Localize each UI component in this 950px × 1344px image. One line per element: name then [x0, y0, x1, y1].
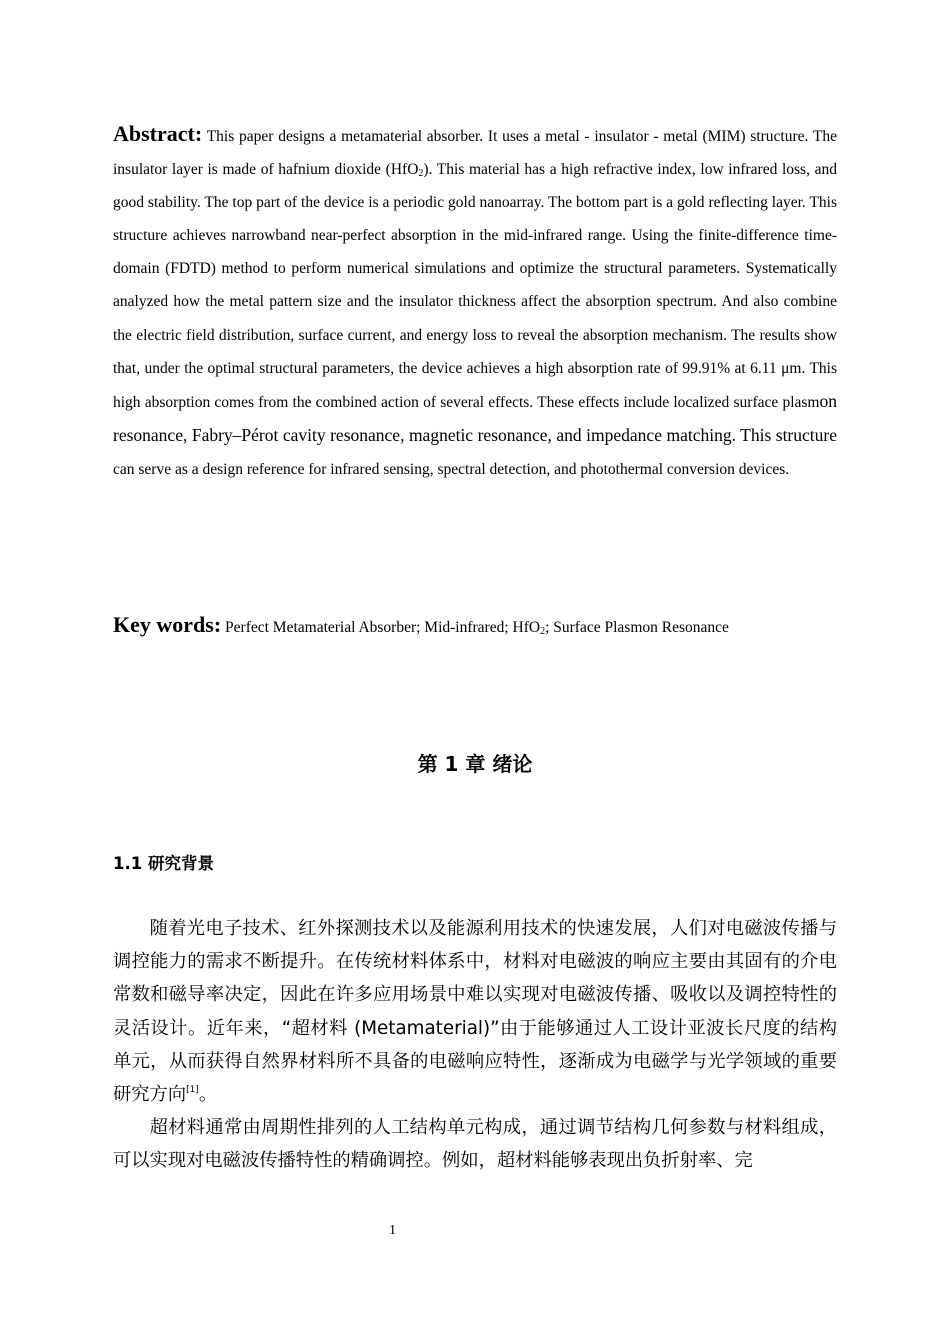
- abstract-paragraph: [113, 117, 837, 486]
- chapter-title: 第 1 章 绪论: [417, 752, 533, 776]
- paragraph-2: 超材料通常由周期性排列的人工结构单元构成，通过调节结构几何参数与材料组成，可以实现对电磁波传播特性的精确调控。例如，超材料能够表现出负折射率、完: [113, 1117, 837, 1172]
- keywords-text-2: ; Surface Plasmon Resonance: [545, 619, 729, 636]
- citation-1: [1]: [186, 1085, 199, 1096]
- abstract-text-3: on resonance, Fabry–Pérot cavity resonance, magnetic resonance, and impedance matching. This structure: [113, 390, 837, 445]
- page-number: 1: [389, 1223, 396, 1238]
- abstract-text-2: ). This material has a high refractive index, low infrared loss, and good stability. The top part of the device is a periodic gold nanoarray. The bottom part is a gold reflecting layer. This structure achieves narrowband near-perfect absorption in the mid-infrared range. Using the finite-difference time-domain (FDTD) method to perform numerical simulations and optimize the structural parameters. Systematically analyzed how the metal pattern size and the insulator thickness affect the absorption spectrum. And also combine the electric field distribution, surface current, and energy loss to reveal the absorption mechanism. The results show that, under the optimal structural parameters, the device achieves a high absorption rate of 99.91% at 6.11 μm. This high absorption comes from the combined action of several effects. These effects include localized surface plasm: [113, 161, 837, 411]
- keywords-text-1: Perfect Metamaterial Absorber; Mid-infrared; HfO: [225, 619, 541, 636]
- paragraph-1-text-b: 。: [198, 1084, 218, 1106]
- body-text: [113, 912, 837, 1178]
- section-title: 1.1 研究背景: [113, 854, 214, 873]
- abstract-text-1: This paper designs a metamaterial absorber. It uses a metal - insulator - metal (MIM) structure. The insulator layer is made of hafnium dioxide (HfO: [113, 128, 837, 179]
- abstract-text-4: can serve as a design reference for infrared sensing, spectral detection, and photothermal conversion devices.: [113, 460, 790, 478]
- paragraph-1-text-a: 随着光电子技术、红外探测技术以及能源利用技术的快速发展，人们对电磁波传播与调控能力的需求不断提升。在传统材料体系中，材料对电磁波的响应主要由其固有的介电常数和磁导率决定，因此在许多应用场景中难以实现对电磁波传播、吸收以及调控特性的灵活设计。近年来，“超材料 (Metamaterial)”由于能够通过人工设计亚波长尺度的结构单元，从而获得自然界材料所不具备的电磁响应特性，逐渐成为电磁学与光学领域的重要研究方向: [113, 918, 837, 1106]
- paragraph-1: [113, 912, 837, 1111]
- keywords-subscript: 2: [540, 626, 546, 637]
- keywords-label: Key words:: [113, 612, 222, 637]
- abstract-subscript: 2: [418, 168, 424, 180]
- abstract-label: Abstract:: [113, 121, 203, 146]
- keywords-line: [113, 608, 873, 644]
